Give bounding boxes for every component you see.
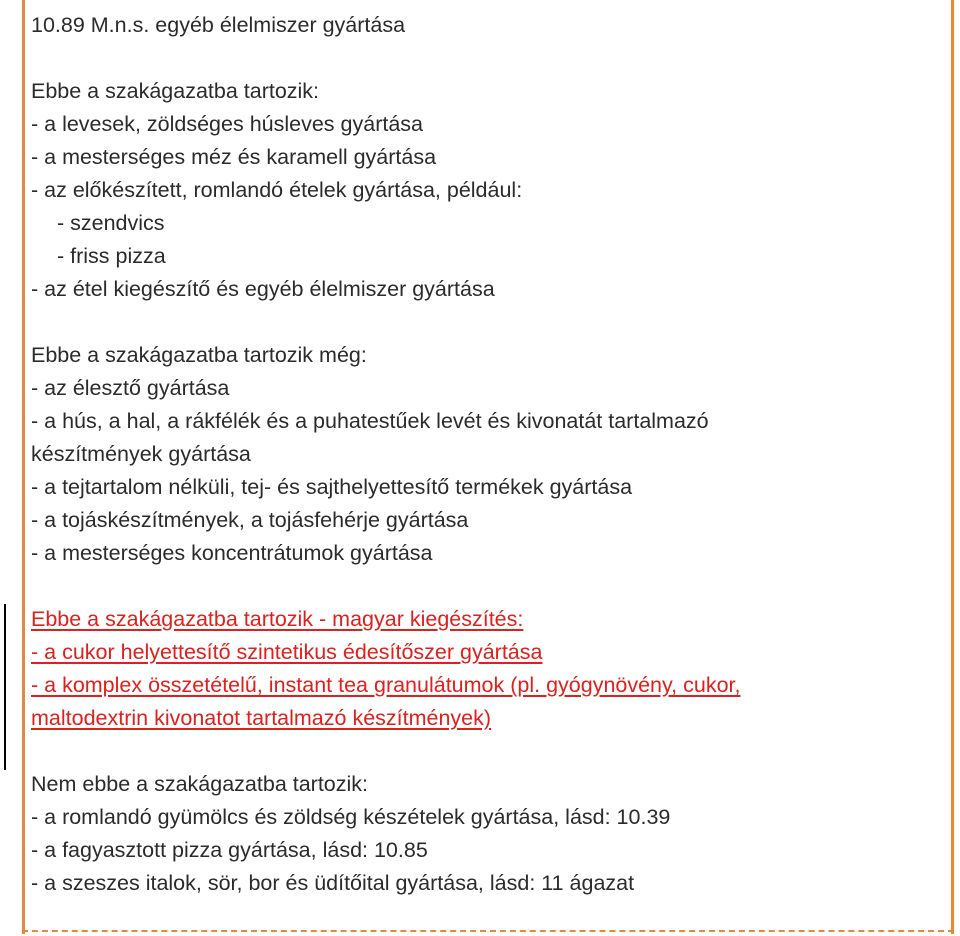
- list-item: - a tejtartalom nélküli, tej- és sajthelyettesítő termékek gyártása: [31, 475, 633, 499]
- list-item-continuation: maltodextrin kivonatot tartalmazó készítmények): [31, 706, 492, 730]
- document-body: [31, 9, 946, 900]
- list-item: - a levesek, zöldséges húsleves gyártása: [31, 112, 423, 136]
- list-item: - az étel kiegészítő és egyéb élelmiszer gyártása: [31, 277, 495, 301]
- list-item-continuation: készítmények gyártása: [31, 442, 251, 466]
- list-subitem: - friss pizza: [57, 244, 166, 268]
- document-heading: 10.89 M.n.s. egyéb élelmiszer gyártása: [31, 13, 406, 37]
- list-item: - a cukor helyettesítő szintetikus édesítőszer gyártása: [31, 640, 543, 664]
- section-also-included-title: Ebbe a szakágazatba tartozik még:: [31, 343, 367, 367]
- page-border-right: [951, 0, 954, 934]
- section-hungarian-addition-title: Ebbe a szakágazatba tartozik - magyar kiegészítés:: [31, 607, 524, 631]
- revision-change-bar: [4, 604, 6, 770]
- list-item: - a komplex összetételű, instant tea granulátumok (pl. gyógynövény, cukor,: [31, 673, 741, 697]
- page-border-left: [22, 0, 25, 934]
- list-item: - a mesterséges méz és karamell gyártása: [31, 145, 437, 169]
- list-item: - az élesztő gyártása: [31, 376, 230, 400]
- list-subitem: - szendvics: [57, 211, 165, 235]
- list-item: - a szeszes italok, sör, bor és üdítőital gyártása, lásd: 11 ágazat: [31, 871, 635, 895]
- page-border-bottom: [22, 930, 954, 932]
- list-item: - a romlandó gyümölcs és zöldség készételek gyártása, lásd: 10.39: [31, 805, 671, 829]
- list-item: - a mesterséges koncentrátumok gyártása: [31, 541, 433, 565]
- section-excluded-title: Nem ebbe a szakágazatba tartozik:: [31, 772, 369, 796]
- list-item: - a tojáskészítmények, a tojásfehérje gyártása: [31, 508, 469, 532]
- section-included-title: Ebbe a szakágazatba tartozik:: [31, 79, 320, 103]
- list-item: - a fagyasztott pizza gyártása, lásd: 10.85: [31, 838, 428, 862]
- list-item: - a hús, a hal, a rákfélék és a puhatestűek levét és kivonatát tartalmazó: [31, 409, 709, 433]
- list-item: - az előkészített, romlandó ételek gyártása, például:: [31, 178, 523, 202]
